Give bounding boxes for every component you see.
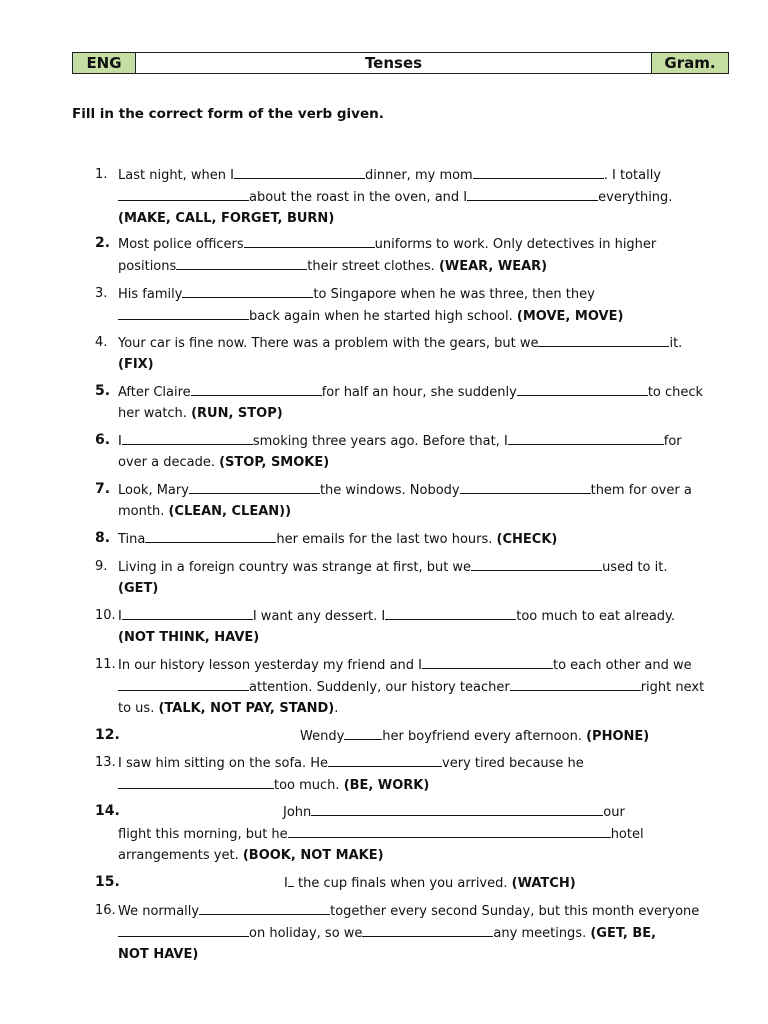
answer-blank[interactable]: [199, 900, 330, 915]
verb-hint: NOT HAVE): [118, 947, 199, 962]
answer-blank[interactable]: [118, 186, 249, 201]
answer-blank[interactable]: [191, 381, 322, 396]
exercise-number: 5.: [95, 383, 111, 399]
exercise-9: 9. Living in a foreign country was strange at first, but we used to it. (GET): [95, 556, 735, 599]
exercise-1: 1. Last night, when I dinner, my mom . I totally about the roast in the oven, and I everything. (MAKE, CALL, FORGET, BURN): [95, 164, 735, 229]
subject-label: ENG: [73, 53, 136, 73]
exercise-number: 2.: [95, 235, 111, 251]
answer-blank[interactable]: [328, 752, 442, 767]
verb-hint: (WEAR, WEAR): [438, 259, 548, 274]
exercise-3: 3. His family to Singapore when he was three, then they back again when he started high school. (MOVE, MOVE): [95, 283, 735, 327]
verb-hint: (CLEAN, CLEAN)): [168, 504, 292, 519]
verb-hint: (GET): [118, 581, 159, 596]
exercise-10: 10. I I want any dessert. I too much to eat already. (NOT THINK, HAVE): [95, 605, 735, 648]
exercise-13: 13. I saw him sitting on the sofa. He very tired because he too much. (BE, WORK): [95, 752, 735, 796]
exercise-15: 15. I the cup finals when you arrived. (WATCH): [95, 874, 576, 891]
verb-hint: (BOOK, NOT MAKE): [242, 848, 384, 863]
answer-blank[interactable]: [145, 528, 276, 543]
answer-blank[interactable]: [189, 479, 320, 494]
exercise-6: 6. I smoking three years ago. Before that, I for over a decade. (STOP, SMOKE): [95, 432, 682, 470]
answer-blank[interactable]: [508, 430, 664, 445]
verb-hint: (PHONE): [586, 729, 650, 744]
worksheet-title: Tenses: [136, 53, 651, 73]
answer-blank[interactable]: [471, 556, 602, 571]
verb-hint: (WATCH): [511, 876, 576, 891]
exercise-number: 8.: [95, 530, 111, 546]
verb-hint: (GET, BE,: [590, 926, 657, 941]
answer-blank[interactable]: [385, 605, 516, 620]
exercise-number: 1.: [95, 167, 108, 182]
worksheet-header: [72, 52, 729, 74]
exercise-number: 9.: [95, 559, 108, 574]
verb-hint: (BE, WORK): [343, 778, 430, 793]
verb-hint: (MAKE, CALL, FORGET, BURN): [118, 211, 335, 226]
answer-blank[interactable]: [118, 922, 249, 937]
verb-hint: (RUN, STOP): [191, 406, 283, 421]
exercise-number: 13.: [95, 755, 116, 770]
answer-blank[interactable]: [362, 922, 493, 937]
exercise-7: 7. Look, Mary the windows. Nobody them for over a month. (CLEAN, CLEAN)): [95, 481, 692, 519]
answer-blank[interactable]: [517, 381, 648, 396]
exercise-14: 14. John our flight this morning, but he hotel arrangements yet. (BOOK, NOT MAKE): [95, 803, 644, 863]
answer-blank[interactable]: [311, 801, 603, 816]
exercise-number: 10.: [95, 608, 116, 623]
exercise-4: 4. Your car is fine now. There was a problem with the gears, but we it. (FIX): [95, 332, 735, 375]
answer-blank[interactable]: [122, 430, 253, 445]
answer-blank[interactable]: [467, 186, 598, 201]
exercise-8: 8. Tina her emails for the last two hours. (CHECK): [95, 530, 558, 547]
exercise-number: 3.: [95, 286, 108, 301]
exercise-5: 5. After Claire for half an hour, she suddenly to check her watch. (RUN, STOP): [95, 383, 704, 421]
verb-hint: (CHECK): [496, 532, 558, 547]
verb-hint: (MOVE, MOVE): [516, 309, 624, 324]
answer-blank[interactable]: [288, 872, 294, 887]
answer-blank[interactable]: [288, 823, 611, 838]
answer-blank[interactable]: [176, 255, 307, 270]
answer-blank[interactable]: [244, 233, 375, 248]
instruction: Fill in the correct form of the verb given.: [72, 106, 384, 122]
exercise-number: 16.: [95, 903, 116, 918]
answer-blank[interactable]: [344, 725, 382, 740]
verb-hint: (TALK, NOT PAY, STAND): [158, 701, 335, 716]
exercise-2: 2. Most police officers uniforms to work. Only detectives in higher positions their street clothes. (WEAR, WEAR): [95, 235, 657, 274]
exercise-11: 11. In our history lesson yesterday my friend and I to each other and we attention. Suddenly, our history teacher right next to us. (TALK, NOT PAY, STAND).: [95, 654, 735, 719]
answer-blank[interactable]: [122, 605, 253, 620]
exercise-12: 12. Wendy her boyfriend every afternoon. (PHONE): [95, 727, 650, 744]
answer-blank[interactable]: [510, 676, 641, 691]
answer-blank[interactable]: [118, 774, 274, 789]
verb-hint: (STOP, SMOKE): [219, 455, 330, 470]
verb-hint: (FIX): [118, 357, 154, 372]
exercise-number: 4.: [95, 335, 108, 350]
exercise-number: 14.: [95, 803, 120, 819]
answer-blank[interactable]: [473, 164, 604, 179]
exercise-number: 11.: [95, 657, 116, 672]
exercise-number: 6.: [95, 432, 111, 448]
answer-blank[interactable]: [118, 676, 249, 691]
answer-blank[interactable]: [182, 283, 313, 298]
category-label: Gram.: [651, 53, 728, 73]
exercise-number: 15.: [95, 874, 120, 890]
answer-blank[interactable]: [538, 332, 669, 347]
answer-blank[interactable]: [234, 164, 365, 179]
exercise-number: 12.: [95, 727, 120, 743]
exercise-number: 7.: [95, 481, 111, 497]
verb-hint: (NOT THINK, HAVE): [118, 630, 260, 645]
answer-blank[interactable]: [422, 654, 553, 669]
exercise-16: 16. We normally together every second Sunday, but this month everyone on holiday, so we any meetings. (GET, BE, NOT HAVE): [95, 900, 735, 965]
answer-blank[interactable]: [118, 305, 249, 320]
answer-blank[interactable]: [460, 479, 591, 494]
